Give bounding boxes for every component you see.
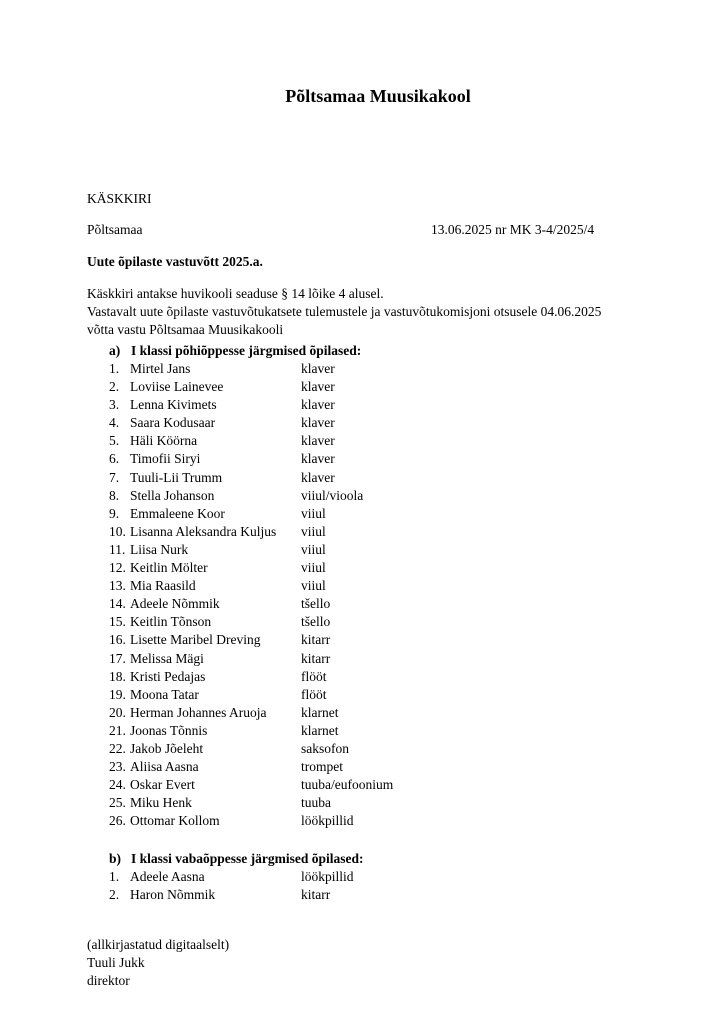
student-number: 11. [109, 541, 126, 557]
student-instrument: klarnet [301, 704, 339, 720]
student-number: 23. [109, 759, 126, 775]
student-name: Keitlin Tõnson [130, 614, 212, 630]
intro-line-1: Käskkiri antakse huvikooli seaduse § 14 lõike 4 alusel. [87, 286, 384, 301]
signatory-role: direktor [87, 973, 130, 988]
student-name: Liisa Nurk [130, 541, 189, 557]
student-instrument: viiul [301, 541, 326, 557]
student-name: Keitlin Mölter [130, 560, 208, 576]
student-number: 3. [109, 397, 120, 413]
student-instrument: saksofon [301, 740, 349, 756]
student-name: Adeele Nõmmik [130, 596, 220, 612]
student-instrument: viiul [301, 578, 326, 594]
student-name: Timofii Siryi [130, 451, 201, 467]
section-b-title: I klassi vabaõppesse järgmised õpilased: [131, 851, 364, 866]
student-instrument: tuuba/eufoonium [301, 777, 394, 793]
student-number: 9. [109, 505, 120, 521]
student-instrument: klaver [301, 379, 335, 395]
student-name: Emmaleene Koor [130, 505, 225, 521]
student-instrument: viiul [301, 505, 326, 521]
section-b-heading [109, 850, 364, 868]
student-instrument: löökpillid [301, 869, 354, 884]
student-instrument: klaver [301, 361, 335, 376]
student-instrument: klaver [301, 433, 335, 449]
student-number: 13. [109, 578, 126, 594]
student-instrument: tšello [301, 596, 331, 612]
student-name: Ottomar Kollom [130, 813, 220, 829]
section-a-letter: a) [109, 343, 121, 358]
student-name: Lisette Maribel Dreving [130, 632, 261, 648]
student-number: 25. [109, 795, 126, 811]
student-instrument: flööt [301, 668, 327, 684]
student-instrument: klaver [301, 469, 335, 485]
student-name: Mia Raasild [130, 578, 196, 594]
section-a-title: I klassi põhiõppesse järgmised õpilased: [131, 343, 362, 358]
student-number: 7. [109, 469, 120, 485]
student-name: Herman Johannes Aruoja [130, 704, 267, 720]
student-instrument: klaver [301, 451, 335, 467]
student-instrument: tuuba [301, 795, 331, 811]
student-name: Melissa Mägi [130, 650, 204, 666]
student-number: 2. [109, 379, 120, 395]
student-name: Lenna Kivimets [130, 397, 217, 413]
student-number: 4. [109, 415, 120, 431]
student-number: 2. [109, 887, 120, 903]
student-instrument: viiul/vioola [301, 487, 364, 503]
student-name: Lisanna Aleksandra Kuljus [130, 523, 277, 539]
intro-line-3: võtta vastu Põltsamaa Muusikakooli [87, 322, 284, 337]
student-number: 18. [109, 668, 126, 684]
student-name: Saara Kodusaar [130, 415, 216, 431]
student-name: Häli Köörna [130, 433, 198, 449]
student-name: Kristi Pedajas [130, 668, 206, 684]
document-subject: Uute õpilaste vastuvõtt 2025.a. [87, 254, 263, 269]
student-number: 26. [109, 813, 126, 829]
document-place: Põltsamaa [87, 222, 143, 237]
signature-note: (allkirjastatud digitaalselt) [87, 937, 230, 952]
section-b-letter: b) [109, 851, 122, 866]
student-name: Tuuli-Lii Trumm [130, 469, 223, 485]
student-number: 12. [109, 560, 126, 576]
section-a-heading [109, 342, 361, 360]
student-name: Stella Johanson [130, 487, 215, 503]
student-instrument: klaver [301, 397, 335, 413]
page-title: Põltsamaa Muusikakool [285, 86, 471, 106]
student-number: 15. [109, 614, 126, 630]
student-number: 21. [109, 722, 126, 738]
student-number: 24. [109, 777, 126, 793]
student-number: 22. [109, 740, 126, 756]
intro-line-2: Vastavalt uute õpilaste vastuvõtukatsete tulemustele ja vastuvõtukomisjoni otsusele 04.06.2025 [87, 304, 602, 319]
student-instrument: viiul [301, 523, 326, 539]
student-name: Miku Henk [130, 795, 192, 811]
student-number: 14. [109, 596, 126, 612]
student-number: 19. [109, 686, 126, 702]
student-number: 5. [109, 433, 120, 449]
student-instrument: kitarr [301, 887, 331, 903]
student-name: Joonas Tõnnis [130, 722, 208, 738]
student-instrument: kitarr [301, 632, 331, 648]
student-instrument: kitarr [301, 650, 331, 666]
student-instrument: flööt [301, 686, 327, 702]
student-instrument: klaver [301, 415, 335, 431]
student-name: Adeele Aasna [130, 869, 205, 884]
student-name: Haron Nõmmik [130, 887, 216, 903]
student-name: Aliisa Aasna [130, 759, 199, 775]
student-number: 1. [109, 869, 120, 884]
student-name: Moona Tatar [130, 686, 199, 702]
student-number: 6. [109, 451, 120, 467]
student-instrument: klarnet [301, 722, 339, 738]
student-instrument: trompet [301, 759, 343, 775]
student-name: Mirtel Jans [130, 361, 191, 376]
student-number: 20. [109, 704, 126, 720]
student-number: 8. [109, 487, 120, 503]
document-type: KÄSKKIRI [87, 191, 152, 206]
student-number: 17. [109, 650, 126, 666]
student-instrument: tšello [301, 614, 331, 630]
student-instrument: löökpillid [301, 813, 354, 829]
student-number: 16. [109, 632, 126, 648]
student-number: 10. [109, 523, 126, 539]
student-instrument: viiul [301, 560, 326, 576]
student-name: Loviise Lainevee [130, 379, 224, 395]
student-number: 1. [109, 361, 120, 376]
student-name: Jakob Jõeleht [130, 740, 204, 756]
signatory-name: Tuuli Jukk [87, 955, 145, 970]
document-date-number: 13.06.2025 nr MK 3-4/2025/4 [431, 222, 595, 237]
student-name: Oskar Evert [130, 777, 195, 793]
